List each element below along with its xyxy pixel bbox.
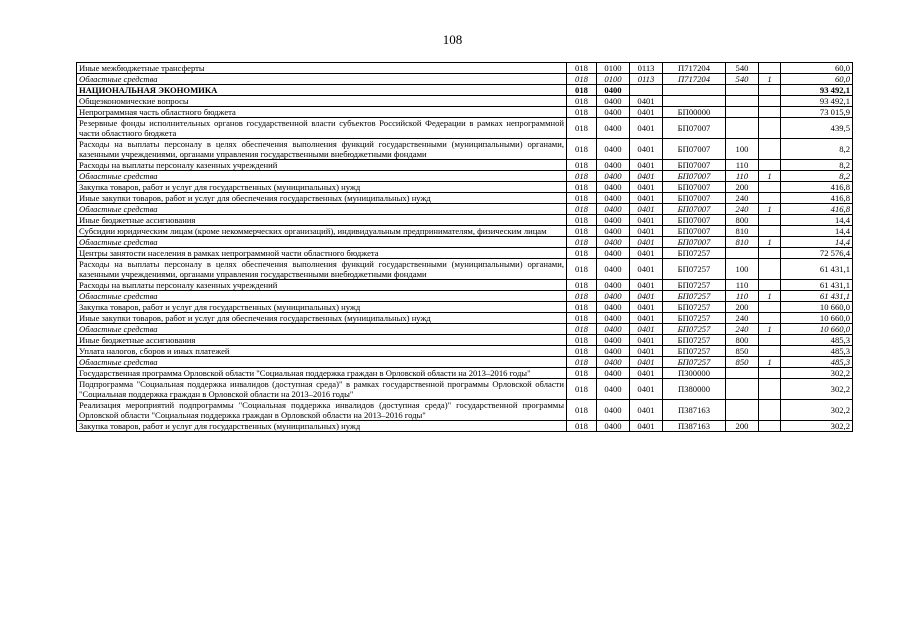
amount-cell: 302,2 <box>781 421 853 432</box>
grbs-code-cell: 018 <box>567 237 597 248</box>
funding-source-cell <box>759 421 781 432</box>
target-article-code-cell: БП07007 <box>663 215 726 226</box>
target-article-code-cell: БП07257 <box>663 324 726 335</box>
expense-type-code-cell: 800 <box>726 335 759 346</box>
row-name-cell: Областные средства <box>77 357 567 368</box>
table-row <box>77 226 853 237</box>
table-row <box>77 182 853 193</box>
section-code-cell: 0400 <box>597 237 630 248</box>
expense-type-code-cell: 100 <box>726 139 759 160</box>
expense-type-code-cell: 110 <box>726 171 759 182</box>
subsection-code-cell: 0401 <box>630 107 663 118</box>
table-row <box>77 215 853 226</box>
expense-type-code-cell <box>726 96 759 107</box>
amount-cell: 14,4 <box>781 215 853 226</box>
target-article-code-cell: БП07257 <box>663 280 726 291</box>
expense-type-code-cell: 810 <box>726 237 759 248</box>
subsection-code-cell: 0401 <box>630 421 663 432</box>
table-row <box>77 96 853 107</box>
row-name-cell: Уплата налогов, сборов и иных платежей <box>77 346 567 357</box>
section-code-cell: 0100 <box>597 74 630 85</box>
funding-source-cell: 1 <box>759 324 781 335</box>
funding-source-cell <box>759 160 781 171</box>
table-row <box>77 118 853 139</box>
section-code-cell: 0400 <box>597 139 630 160</box>
target-article-code-cell: П387163 <box>663 421 726 432</box>
expense-type-code-cell: 540 <box>726 63 759 74</box>
expense-type-code-cell <box>726 248 759 259</box>
amount-cell: 439,5 <box>781 118 853 139</box>
expense-type-code-cell: 540 <box>726 74 759 85</box>
subsection-code-cell: 0401 <box>630 226 663 237</box>
funding-source-cell <box>759 400 781 421</box>
funding-source-cell <box>759 118 781 139</box>
amount-cell: 60,0 <box>781 63 853 74</box>
subsection-code-cell: 0401 <box>630 139 663 160</box>
grbs-code-cell: 018 <box>567 302 597 313</box>
table-row <box>77 313 853 324</box>
row-name-cell: Областные средства <box>77 324 567 335</box>
funding-source-cell <box>759 193 781 204</box>
table-row <box>77 280 853 291</box>
grbs-code-cell: 018 <box>567 226 597 237</box>
grbs-code-cell: 018 <box>567 400 597 421</box>
funding-source-cell <box>759 259 781 280</box>
section-code-cell: 0100 <box>597 63 630 74</box>
funding-source-cell: 1 <box>759 74 781 85</box>
funding-source-cell <box>759 313 781 324</box>
section-code-cell: 0400 <box>597 259 630 280</box>
amount-cell: 61 431,1 <box>781 291 853 302</box>
subsection-code-cell: 0401 <box>630 291 663 302</box>
target-article-code-cell: П387163 <box>663 400 726 421</box>
grbs-code-cell: 018 <box>567 215 597 226</box>
target-article-code-cell: БП07257 <box>663 357 726 368</box>
section-code-cell: 0400 <box>597 291 630 302</box>
section-code-cell: 0400 <box>597 226 630 237</box>
expense-type-code-cell: 240 <box>726 313 759 324</box>
table-row <box>77 291 853 302</box>
row-name-cell: Областные средства <box>77 74 567 85</box>
amount-cell: 10 660,0 <box>781 302 853 313</box>
target-article-code-cell: П717204 <box>663 63 726 74</box>
expense-type-code-cell: 850 <box>726 357 759 368</box>
section-code-cell: 0400 <box>597 118 630 139</box>
target-article-code-cell: БП07007 <box>663 182 726 193</box>
funding-source-cell <box>759 182 781 193</box>
table-row <box>77 400 853 421</box>
section-code-cell: 0400 <box>597 85 630 96</box>
table-row <box>77 357 853 368</box>
table-row <box>77 63 853 74</box>
amount-cell: 60,0 <box>781 74 853 85</box>
grbs-code-cell: 018 <box>567 379 597 400</box>
expense-type-code-cell: 110 <box>726 291 759 302</box>
subsection-code-cell: 0401 <box>630 248 663 259</box>
grbs-code-cell: 018 <box>567 182 597 193</box>
table-row <box>77 204 853 215</box>
funding-source-cell <box>759 226 781 237</box>
subsection-code-cell: 0401 <box>630 346 663 357</box>
table-row <box>77 193 853 204</box>
row-name-cell: Расходы на выплаты персоналу в целях обеспечения выполнения функций государственными (муниципальными) органами, казенными учреждениями, органами управления государственными внебюджетными фондами <box>77 259 567 280</box>
amount-cell: 73 015,9 <box>781 107 853 118</box>
funding-source-cell <box>759 368 781 379</box>
amount-cell: 416,8 <box>781 204 853 215</box>
target-article-code-cell: П717204 <box>663 74 726 85</box>
target-article-code-cell: БП00000 <box>663 107 726 118</box>
amount-cell: 93 492,1 <box>781 85 853 96</box>
table-row <box>77 302 853 313</box>
expense-type-code-cell: 800 <box>726 215 759 226</box>
subsection-code-cell: 0401 <box>630 160 663 171</box>
row-name-cell: Расходы на выплаты персоналу в целях обеспечения выполнения функций государственными (муниципальными) органами, казенными учреждениями, органами управления государственными внебюджетными фондами <box>77 139 567 160</box>
row-name-cell: Областные средства <box>77 204 567 215</box>
expense-type-code-cell <box>726 379 759 400</box>
row-name-cell: Подпрограмма "Социальная поддержка инвалидов (доступная среда)" в рамках государственной программы Орловской области "Социальная поддержка граждан в Орловской области на 2013–2016 годы" <box>77 379 567 400</box>
grbs-code-cell: 018 <box>567 193 597 204</box>
table-row <box>77 171 853 182</box>
subsection-code-cell: 0401 <box>630 357 663 368</box>
target-article-code-cell: БП07007 <box>663 226 726 237</box>
row-name-cell: Областные средства <box>77 171 567 182</box>
target-article-code-cell: БП07007 <box>663 118 726 139</box>
expense-type-code-cell: 200 <box>726 182 759 193</box>
table-row <box>77 248 853 259</box>
target-article-code-cell <box>663 96 726 107</box>
amount-cell: 61 431,1 <box>781 259 853 280</box>
subsection-code-cell: 0401 <box>630 313 663 324</box>
grbs-code-cell: 018 <box>567 204 597 215</box>
expense-type-code-cell: 240 <box>726 204 759 215</box>
budget-table <box>76 62 853 432</box>
target-article-code-cell: БП07257 <box>663 335 726 346</box>
funding-source-cell <box>759 379 781 400</box>
grbs-code-cell: 018 <box>567 171 597 182</box>
subsection-code-cell: 0401 <box>630 204 663 215</box>
row-name-cell: Иные бюджетные ассигнования <box>77 335 567 346</box>
target-article-code-cell: БП07257 <box>663 259 726 280</box>
subsection-code-cell: 0401 <box>630 118 663 139</box>
expense-type-code-cell <box>726 118 759 139</box>
row-name-cell: Закупка товаров, работ и услуг для государственных (муниципальных) нужд <box>77 302 567 313</box>
table-row <box>77 107 853 118</box>
amount-cell: 14,4 <box>781 226 853 237</box>
row-name-cell: Реализация мероприятий подпрограммы "Социальная поддержка инвалидов (доступная среда)" государственной программы Орловской области "Социальная поддержка граждан в Орловской области на 2013–2016 годы" <box>77 400 567 421</box>
amount-cell: 485,3 <box>781 357 853 368</box>
section-code-cell: 0400 <box>597 215 630 226</box>
section-code-cell: 0400 <box>597 160 630 171</box>
funding-source-cell <box>759 335 781 346</box>
target-article-code-cell: П300000 <box>663 368 726 379</box>
row-name-cell: Субсидии юридическим лицам (кроме некоммерческих организаций), индивидуальным предпринимателям, физическим лицам <box>77 226 567 237</box>
section-code-cell: 0400 <box>597 182 630 193</box>
expense-type-code-cell <box>726 368 759 379</box>
expense-type-code-cell: 110 <box>726 280 759 291</box>
target-article-code-cell: БП07007 <box>663 139 726 160</box>
subsection-code-cell: 0401 <box>630 400 663 421</box>
target-article-code-cell: БП07007 <box>663 160 726 171</box>
table-row <box>77 237 853 248</box>
row-name-cell: Расходы на выплаты персоналу казенных учреждений <box>77 160 567 171</box>
grbs-code-cell: 018 <box>567 346 597 357</box>
subsection-code-cell: 0401 <box>630 182 663 193</box>
table-row <box>77 335 853 346</box>
grbs-code-cell: 018 <box>567 368 597 379</box>
amount-cell: 416,8 <box>781 193 853 204</box>
amount-cell: 8,2 <box>781 171 853 182</box>
row-name-cell: Областные средства <box>77 291 567 302</box>
funding-source-cell <box>759 63 781 74</box>
table-row <box>77 74 853 85</box>
grbs-code-cell: 018 <box>567 291 597 302</box>
row-name-cell: Закупка товаров, работ и услуг для государственных (муниципальных) нужд <box>77 421 567 432</box>
funding-source-cell: 1 <box>759 204 781 215</box>
subsection-code-cell <box>630 85 663 96</box>
section-code-cell: 0400 <box>597 107 630 118</box>
funding-source-cell <box>759 107 781 118</box>
amount-cell: 8,2 <box>781 139 853 160</box>
section-code-cell: 0400 <box>597 379 630 400</box>
expense-type-code-cell: 200 <box>726 421 759 432</box>
grbs-code-cell: 018 <box>567 107 597 118</box>
amount-cell: 10 660,0 <box>781 313 853 324</box>
row-name-cell: Иные межбюджетные трансферты <box>77 63 567 74</box>
target-article-code-cell: БП07257 <box>663 302 726 313</box>
row-name-cell: Резервные фонды исполнительных органов государственной власти субъектов Российской Федерации в рамках непрограммной части областного бюджета <box>77 118 567 139</box>
row-name-cell: Общеэкономические вопросы <box>77 96 567 107</box>
target-article-code-cell <box>663 85 726 96</box>
amount-cell: 8,2 <box>781 160 853 171</box>
subsection-code-cell: 0401 <box>630 171 663 182</box>
section-code-cell: 0400 <box>597 96 630 107</box>
expense-type-code-cell: 850 <box>726 346 759 357</box>
amount-cell: 93 492,1 <box>781 96 853 107</box>
grbs-code-cell: 018 <box>567 280 597 291</box>
funding-source-cell <box>759 346 781 357</box>
funding-source-cell: 1 <box>759 171 781 182</box>
amount-cell: 485,3 <box>781 335 853 346</box>
amount-cell: 416,8 <box>781 182 853 193</box>
section-code-cell: 0400 <box>597 204 630 215</box>
table-row <box>77 85 853 96</box>
section-code-cell: 0400 <box>597 193 630 204</box>
funding-source-cell <box>759 139 781 160</box>
grbs-code-cell: 018 <box>567 139 597 160</box>
subsection-code-cell: 0401 <box>630 237 663 248</box>
expense-type-code-cell: 200 <box>726 302 759 313</box>
row-name-cell: НАЦИОНАЛЬНАЯ ЭКОНОМИКА <box>77 85 567 96</box>
row-name-cell: Непрограммная часть областного бюджета <box>77 107 567 118</box>
row-name-cell: Иные закупки товаров, работ и услуг для обеспечения государственных (муниципальных) нужд <box>77 313 567 324</box>
subsection-code-cell: 0401 <box>630 368 663 379</box>
grbs-code-cell: 018 <box>567 324 597 335</box>
amount-cell: 72 576,4 <box>781 248 853 259</box>
row-name-cell: Расходы на выплаты персоналу казенных учреждений <box>77 280 567 291</box>
subsection-code-cell: 0401 <box>630 379 663 400</box>
funding-source-cell <box>759 215 781 226</box>
section-code-cell: 0400 <box>597 346 630 357</box>
section-code-cell: 0400 <box>597 368 630 379</box>
amount-cell: 14,4 <box>781 237 853 248</box>
target-article-code-cell: БП07007 <box>663 193 726 204</box>
expense-type-code-cell <box>726 400 759 421</box>
subsection-code-cell: 0401 <box>630 259 663 280</box>
table-row <box>77 259 853 280</box>
section-code-cell: 0400 <box>597 248 630 259</box>
amount-cell: 302,2 <box>781 368 853 379</box>
subsection-code-cell: 0401 <box>630 302 663 313</box>
table-row <box>77 379 853 400</box>
subsection-code-cell: 0113 <box>630 63 663 74</box>
grbs-code-cell: 018 <box>567 335 597 346</box>
funding-source-cell <box>759 280 781 291</box>
budget-table-body <box>77 63 853 432</box>
target-article-code-cell: П380000 <box>663 379 726 400</box>
expense-type-code-cell <box>726 85 759 96</box>
amount-cell: 61 431,1 <box>781 280 853 291</box>
expense-type-code-cell: 100 <box>726 259 759 280</box>
table-row <box>77 139 853 160</box>
section-code-cell: 0400 <box>597 313 630 324</box>
grbs-code-cell: 018 <box>567 248 597 259</box>
row-name-cell: Государственная программа Орловской области "Социальная поддержка граждан в Орловской области на 2013–2016 годы" <box>77 368 567 379</box>
target-article-code-cell: БП07007 <box>663 204 726 215</box>
expense-type-code-cell <box>726 107 759 118</box>
subsection-code-cell: 0401 <box>630 215 663 226</box>
target-article-code-cell: БП07257 <box>663 248 726 259</box>
subsection-code-cell: 0401 <box>630 324 663 335</box>
section-code-cell: 0400 <box>597 357 630 368</box>
grbs-code-cell: 018 <box>567 118 597 139</box>
table-row <box>77 346 853 357</box>
subsection-code-cell: 0401 <box>630 96 663 107</box>
target-article-code-cell: БП07257 <box>663 313 726 324</box>
funding-source-cell: 1 <box>759 357 781 368</box>
section-code-cell: 0400 <box>597 171 630 182</box>
expense-type-code-cell: 240 <box>726 193 759 204</box>
subsection-code-cell: 0401 <box>630 280 663 291</box>
target-article-code-cell: БП07257 <box>663 291 726 302</box>
funding-source-cell: 1 <box>759 237 781 248</box>
grbs-code-cell: 018 <box>567 259 597 280</box>
amount-cell: 485,3 <box>781 346 853 357</box>
section-code-cell: 0400 <box>597 421 630 432</box>
grbs-code-cell: 018 <box>567 313 597 324</box>
subsection-code-cell: 0401 <box>630 335 663 346</box>
grbs-code-cell: 018 <box>567 96 597 107</box>
page-number: 108 <box>442 32 463 47</box>
expense-type-code-cell: 240 <box>726 324 759 335</box>
subsection-code-cell: 0401 <box>630 193 663 204</box>
section-code-cell: 0400 <box>597 335 630 346</box>
subsection-code-cell: 0113 <box>630 74 663 85</box>
funding-source-cell <box>759 85 781 96</box>
section-code-cell: 0400 <box>597 280 630 291</box>
table-row <box>77 421 853 432</box>
row-name-cell: Иные бюджетные ассигнования <box>77 215 567 226</box>
expense-type-code-cell: 810 <box>726 226 759 237</box>
section-code-cell: 0400 <box>597 302 630 313</box>
section-code-cell: 0400 <box>597 324 630 335</box>
funding-source-cell: 1 <box>759 291 781 302</box>
amount-cell: 10 660,0 <box>781 324 853 335</box>
target-article-code-cell: БП07257 <box>663 346 726 357</box>
row-name-cell: Иные закупки товаров, работ и услуг для обеспечения государственных (муниципальных) нужд <box>77 193 567 204</box>
funding-source-cell <box>759 248 781 259</box>
expense-type-code-cell: 110 <box>726 160 759 171</box>
table-row <box>77 324 853 335</box>
target-article-code-cell: БП07007 <box>663 171 726 182</box>
table-row <box>77 160 853 171</box>
row-name-cell: Областные средства <box>77 237 567 248</box>
grbs-code-cell: 018 <box>567 357 597 368</box>
grbs-code-cell: 018 <box>567 160 597 171</box>
grbs-code-cell: 018 <box>567 63 597 74</box>
grbs-code-cell: 018 <box>567 85 597 96</box>
funding-source-cell <box>759 302 781 313</box>
amount-cell: 302,2 <box>781 400 853 421</box>
table-row <box>77 368 853 379</box>
row-name-cell: Закупка товаров, работ и услуг для государственных (муниципальных) нужд <box>77 182 567 193</box>
row-name-cell: Центры занятости населения в рамках непрограммной части областного бюджета <box>77 248 567 259</box>
funding-source-cell <box>759 96 781 107</box>
target-article-code-cell: БП07007 <box>663 237 726 248</box>
grbs-code-cell: 018 <box>567 421 597 432</box>
grbs-code-cell: 018 <box>567 74 597 85</box>
section-code-cell: 0400 <box>597 400 630 421</box>
amount-cell: 302,2 <box>781 379 853 400</box>
